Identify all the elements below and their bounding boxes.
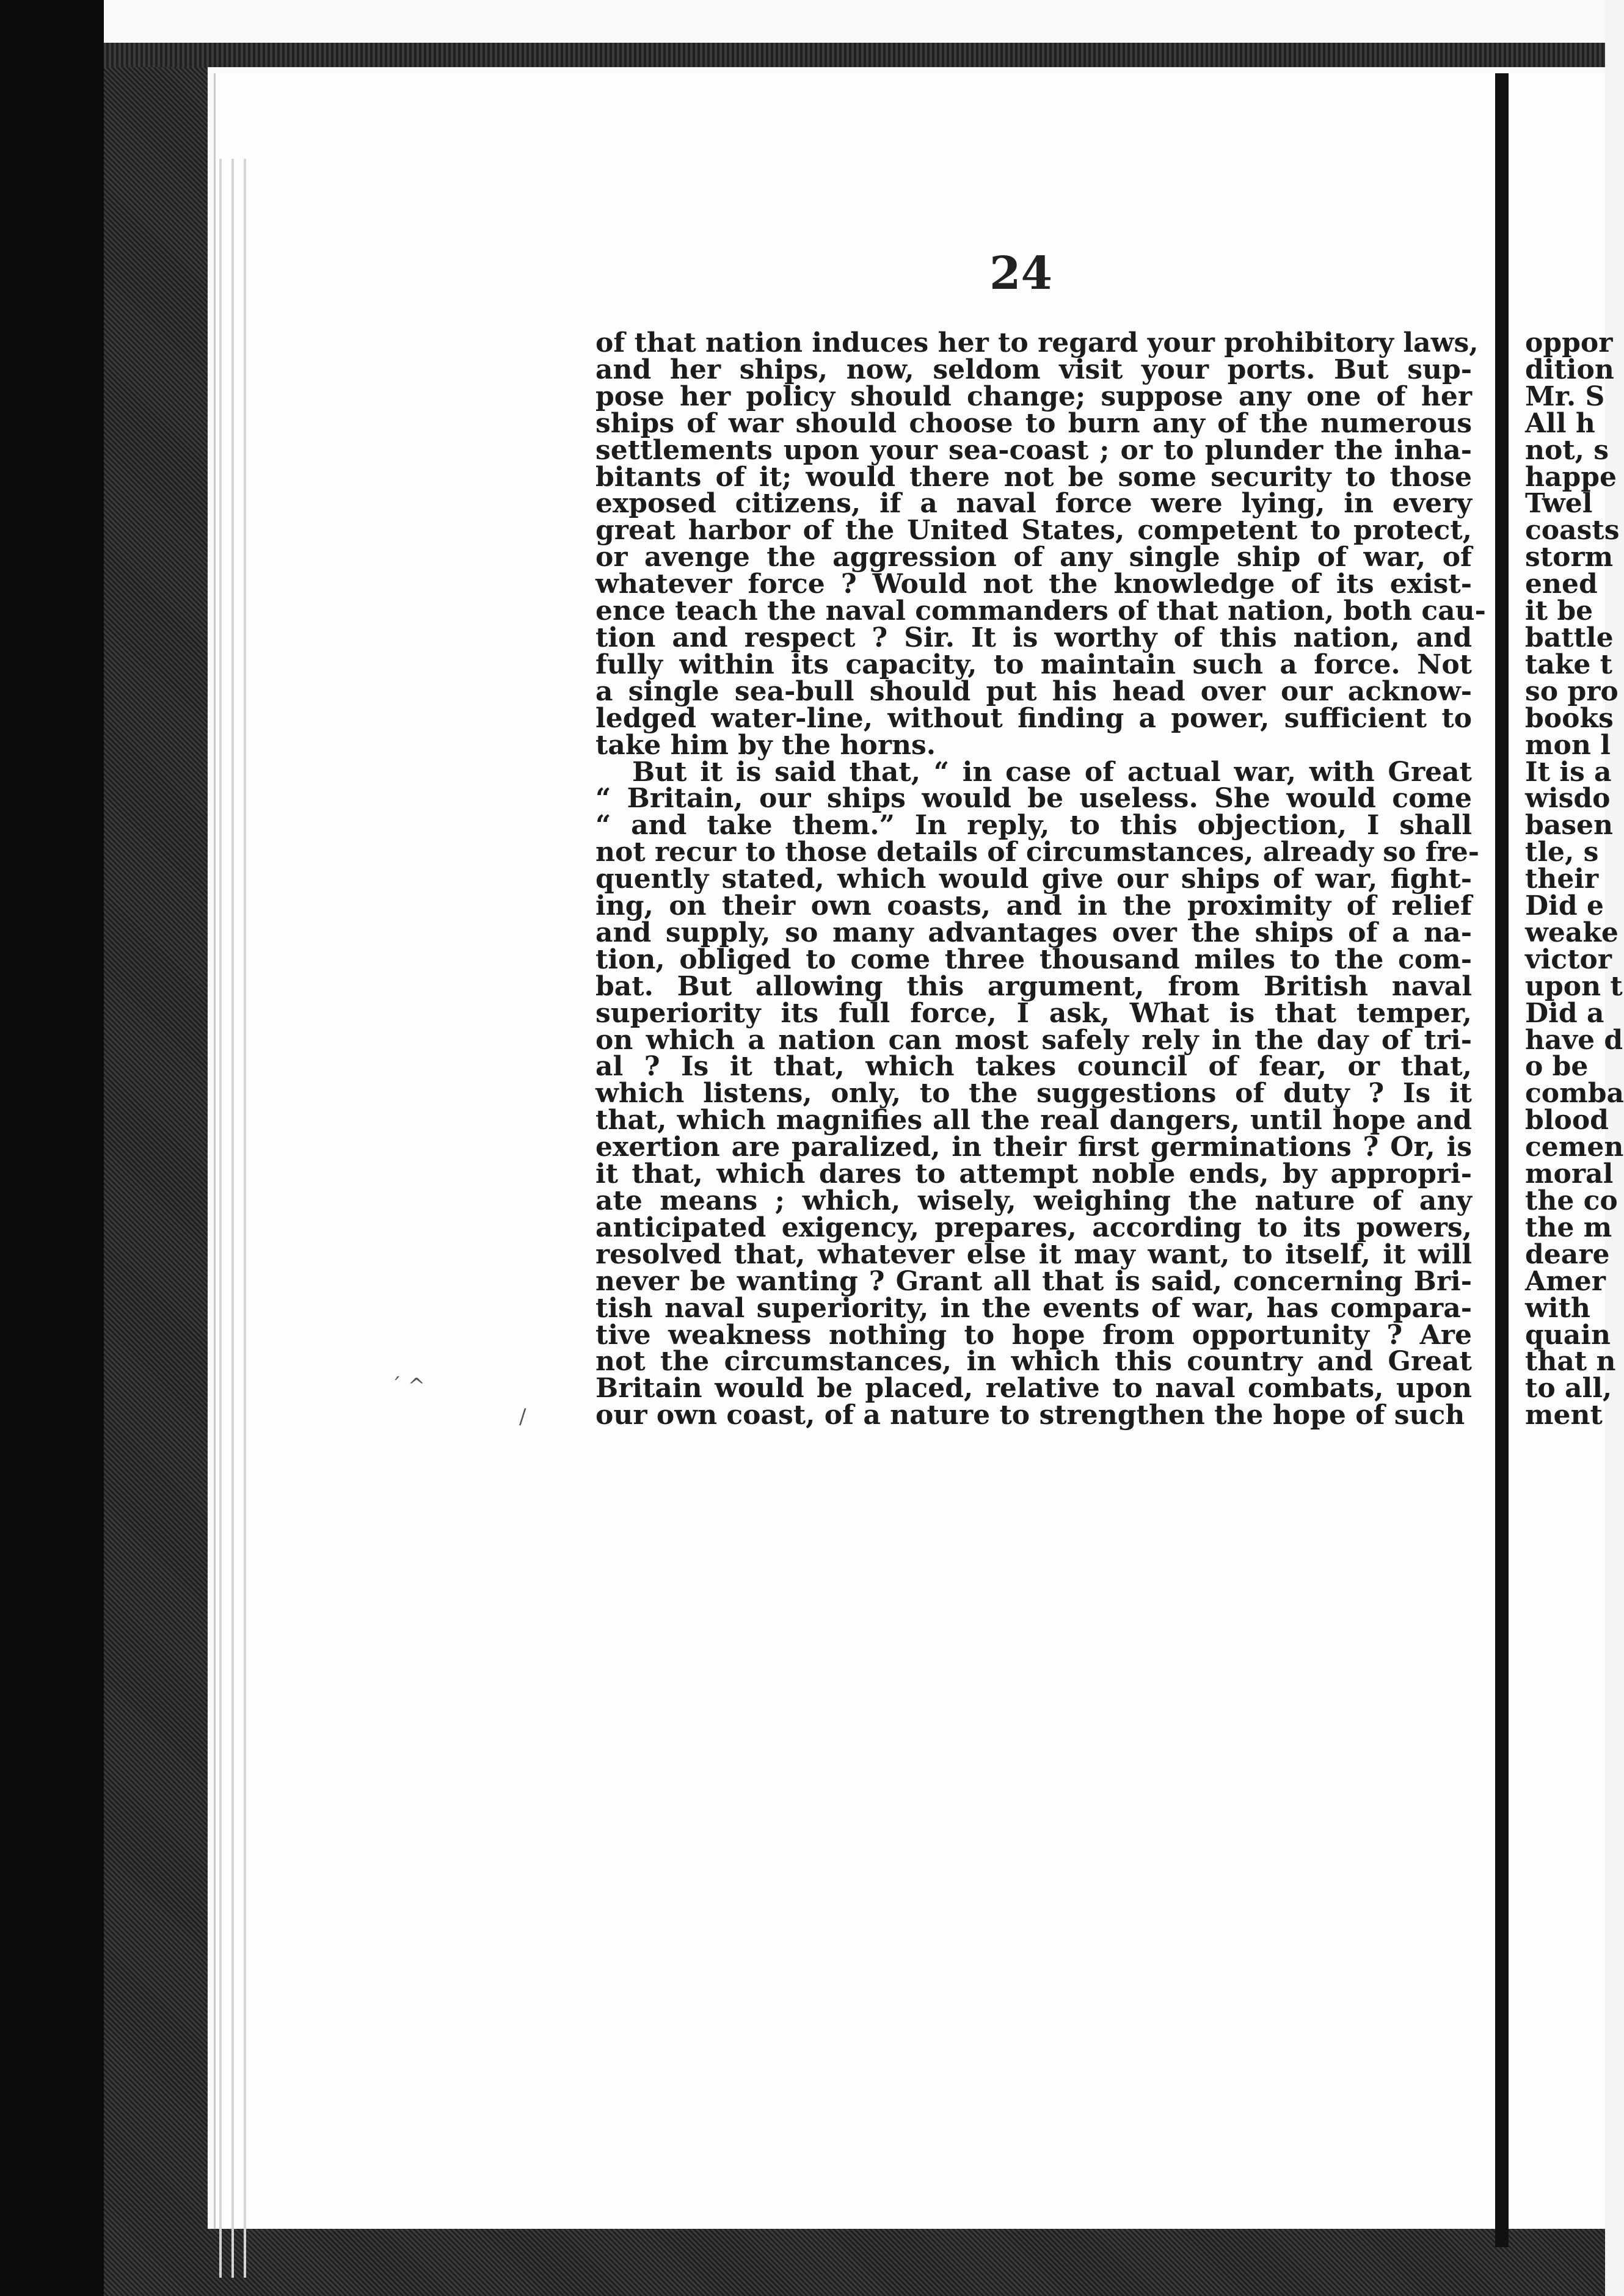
text-line: never be wanting ? Grant all that is said, concerning Bri- <box>595 1265 1472 1297</box>
scan-speck: ∕ <box>519 1404 526 1429</box>
next-page-fragment: All h <box>1525 407 1595 439</box>
next-page-fragment: blood <box>1525 1105 1609 1136</box>
next-page-fragment: their <box>1525 863 1599 895</box>
text-line: ledged water-line, without finding a power, sufficient to <box>595 702 1472 734</box>
next-page-fragment: so pro <box>1525 675 1619 707</box>
next-page-fragment: not, s <box>1525 434 1609 466</box>
text-line: ships of war should choose to burn any of the numerous <box>595 407 1472 439</box>
text-line: of that nation induces her to regard your prohibitory laws, <box>595 327 1479 358</box>
text-line: and her ships, now, seldom visit your ports. But sup- <box>595 354 1472 385</box>
text-line: Britain would be placed, relative to naval combats, upon <box>595 1373 1472 1404</box>
text-line: tion and respect ? Sir. It is worthy of this nation, and <box>595 622 1472 653</box>
text-line: bat. But allowing this argument, from British naval <box>595 970 1472 1002</box>
next-page-fragment: coasts <box>1525 515 1620 547</box>
text-line: exertion are paralized, in their first germinations ? Or, is <box>595 1132 1472 1163</box>
text-line: a single sea-bull should put his head over our acknow- <box>595 675 1472 707</box>
next-page-fragment: Mr. S <box>1525 380 1605 412</box>
next-page-fragment: storm <box>1525 542 1614 573</box>
text-line: ing, on their own coasts, and in the proximity of relief <box>595 890 1472 922</box>
book-cloth-texture <box>104 43 208 2296</box>
text-line: pose her policy should change; suppose any one of her <box>595 380 1472 412</box>
text-line: fully within its capacity, to maintain such a force. Not <box>595 648 1472 680</box>
next-page-fragment: It is a <box>1525 756 1612 788</box>
text-line: our own coast, of a nature to strengthen the hope of such <box>595 1400 1465 1431</box>
next-page-fragment: have d <box>1525 1024 1623 1056</box>
text-line: tish naval superiority, in the events of war, has compara- <box>595 1292 1472 1324</box>
next-page-fragment: oppor <box>1525 327 1613 358</box>
next-page-fragment: the co <box>1525 1185 1618 1216</box>
next-page-fragment: happe <box>1525 461 1617 493</box>
text-line: which listens, only, to the suggestions of duty ? Is it <box>595 1078 1472 1110</box>
text-line: superiority its full force, I ask, What is that temper, <box>595 997 1472 1029</box>
next-page-text-fragments <box>1525 327 1624 1431</box>
next-page-fragment: Did e <box>1525 890 1604 922</box>
next-page-fragment: ment <box>1525 1400 1603 1431</box>
text-line: ence teach the naval commanders of that nation, both cau- <box>595 595 1486 627</box>
next-page-fragment: upon t <box>1525 970 1623 1002</box>
book-cover-bottom-edge <box>104 2229 1605 2296</box>
text-line: that, which magnifies all the real dangers, until hope and <box>595 1105 1472 1136</box>
text-line: ate means ; which, wisely, weighing the nature of any <box>595 1185 1472 1216</box>
book-cover-top-edge <box>104 43 1605 67</box>
text-line: resolved that, whatever else it may want, to itself, it will <box>595 1238 1472 1270</box>
text-line: tion, obliged to come three thousand miles to the com- <box>595 943 1472 975</box>
page-body-text <box>595 327 1486 1431</box>
text-line: it that, which dares to attempt noble ends, by appropri- <box>595 1158 1472 1190</box>
text-line: “ and take them.” In reply, to this objection, I shall <box>595 810 1472 841</box>
next-page-fragment: deare <box>1525 1238 1610 1270</box>
page-edge-line <box>231 159 234 2278</box>
next-page-fragment: Amer <box>1525 1265 1606 1297</box>
text-line: “ Britain, our ships would be useless. She would come <box>595 783 1472 815</box>
text-line: not the circumstances, in which this country and Great <box>595 1346 1472 1378</box>
next-page-fragment: mon l <box>1525 729 1611 761</box>
next-page-fragment: take t <box>1525 648 1612 680</box>
next-page-fragment: it be <box>1525 595 1593 627</box>
next-page-fragment: dition <box>1525 354 1614 385</box>
text-line: whatever force ? Would not the knowledge of its exist- <box>595 569 1472 600</box>
text-line: But it is said that, “ in case of actual war, with Great <box>632 756 1472 788</box>
next-page-fragment: weake <box>1525 917 1619 948</box>
next-page-fragment: Twel <box>1525 488 1593 520</box>
book-cover-left <box>0 0 104 2296</box>
next-page-fragment: ened <box>1525 569 1598 600</box>
next-page-fragment: Did a <box>1525 997 1604 1029</box>
next-page-fragment: o be <box>1525 1051 1589 1083</box>
next-page-fragment: wisdo <box>1525 783 1611 815</box>
next-page-fragment: tle, s <box>1525 837 1599 868</box>
text-line: quently stated, which would give our ships of war, fight- <box>595 863 1472 895</box>
next-page-fragment: cemen <box>1525 1132 1624 1163</box>
text-line: take him by the horns. <box>595 729 936 761</box>
page-number: 24 <box>989 247 1052 300</box>
next-page-fragment: books <box>1525 702 1614 734</box>
text-line: or avenge the aggression of any single ship of war, of <box>595 542 1472 573</box>
next-page-fragment: comba <box>1525 1078 1624 1110</box>
text-line: al ? Is it that, which takes council of fear, or that, <box>595 1051 1472 1083</box>
text-line: not recur to those details of circumstances, already so fre- <box>595 837 1480 868</box>
text-line: and supply, so many advantages over the ships of a na- <box>595 917 1472 948</box>
next-page-fragment: with <box>1525 1292 1590 1324</box>
text-line: settlements upon your sea-coast ; or to plunder the inha- <box>595 434 1472 466</box>
page-edge-line <box>244 159 246 2278</box>
text-line: bitants of it; would there not be some security to those <box>595 461 1472 493</box>
text-line: anticipated exigency, prepares, according to its powers, <box>595 1212 1472 1243</box>
next-page-fragment: battle <box>1525 622 1614 653</box>
next-page-fragment: basen <box>1525 810 1614 841</box>
book-gutter <box>1495 73 1509 2247</box>
next-page-fragment: quain <box>1525 1319 1611 1351</box>
next-page-fragment: that n <box>1525 1346 1616 1378</box>
text-line: great harbor of the United States, competent to protect, <box>595 515 1472 547</box>
next-page-fragment: victor <box>1525 943 1612 975</box>
scan-speck: ´ ^ <box>391 1374 426 1398</box>
next-page-fragment: moral <box>1525 1158 1614 1190</box>
next-page-fragment: the m <box>1525 1212 1612 1243</box>
text-line: tive weakness nothing to hope from opportunity ? Are <box>595 1319 1472 1351</box>
text-line: on which a nation can most safely rely in the day of tri- <box>595 1024 1472 1056</box>
next-page-fragment: to all, <box>1525 1373 1612 1404</box>
text-line: exposed citizens, if a naval force were lying, in every <box>595 488 1472 520</box>
page-edge-line <box>219 159 222 2278</box>
